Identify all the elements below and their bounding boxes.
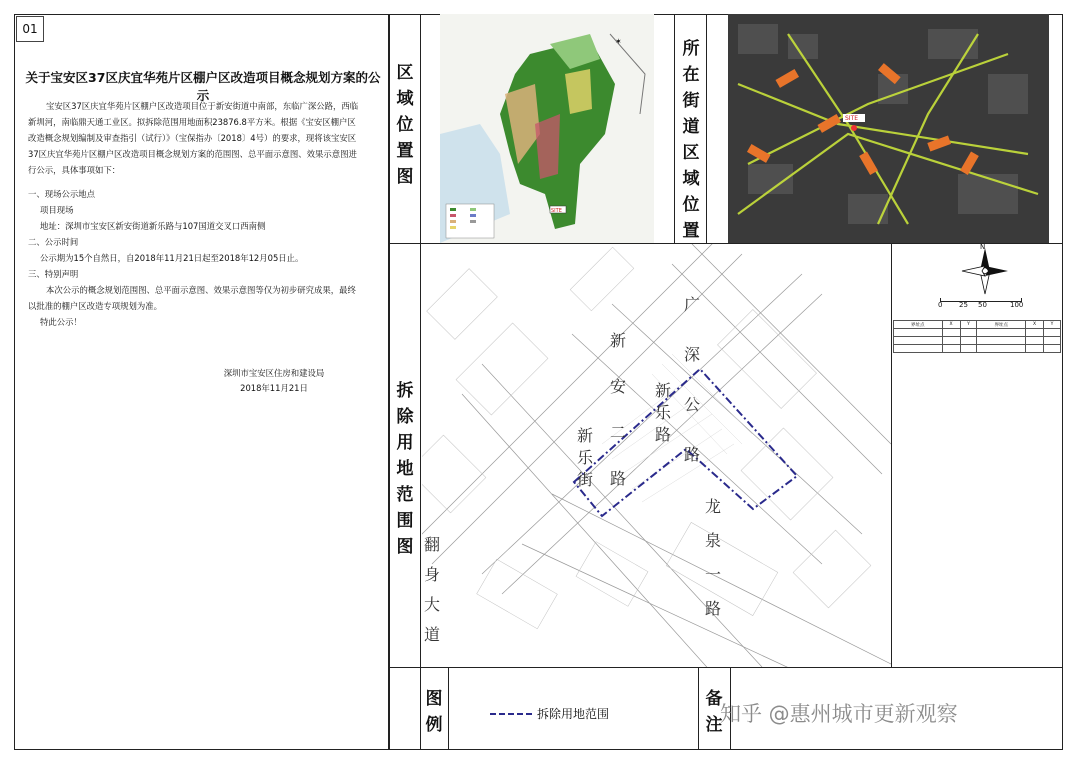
street-map-graphic <box>728 14 1049 243</box>
table-header: 界址点 <box>894 321 943 329</box>
divider-street-label2 <box>706 14 707 243</box>
table-header: Y <box>960 321 977 329</box>
scale-tick-25: 25 <box>959 301 968 309</box>
table-header: X <box>1026 321 1044 329</box>
road-xinan-second: 新 安 二 路 <box>610 331 627 488</box>
region-map-graphic <box>440 14 654 243</box>
section2-text: 公示期为15个自然日，自2018年11月21日起至2018年12月05日止。 <box>40 253 304 263</box>
divider-right-panel <box>891 243 892 667</box>
divider-street-label <box>674 14 675 243</box>
legend-boundary-label: 拆除用地范围 <box>537 707 610 721</box>
coordinates-table <box>893 320 1061 353</box>
section3-heading: 三、特别声明 <box>28 269 79 279</box>
divider-remarks <box>698 667 699 750</box>
svg-text:✶: ✶ <box>615 37 622 46</box>
divider-lower <box>388 667 1063 668</box>
region-site-marker: SITE <box>551 208 562 214</box>
table-header: X <box>942 321 960 329</box>
road-fanshen: 翻 身 大 道 <box>424 535 441 644</box>
divider-label <box>420 14 421 750</box>
label-street-map: 所 在 街 道 区 域 位 置 <box>682 39 700 241</box>
table-row <box>894 329 1061 337</box>
road-longquan-first: 龙 泉 一 路 <box>705 497 722 618</box>
intro-paragraph: 宝安区37区庆宜华苑片区棚户区改造项目位于新安街道中南部，东临广深公路，西临新圳河，南临鼎天通工业区。拟拆除范围用地面积23876.8平方米。根据《宝安区棚户区改造概念规划编制及审查指引（试行）》（宝保指办〔2018〕4号）的要求，现将该宝安区37区庆宜华苑片区棚户区改造项目概念规划方案的范围图、总平面示意图、效果示意图进行公示，具体事项如下： <box>28 101 359 175</box>
legend-boundary-swatch <box>490 713 532 715</box>
section3-text: 本次公示的概念规划范围图、总平面示意图、效果示意图等仅为初步研究成果，最终以批准的棚户区改造专项规划为准。 <box>28 285 356 311</box>
section1-heading: 一、现场公示地点 <box>28 189 95 199</box>
label-remarks: 备 注 <box>705 689 723 735</box>
table-header: 界址点 <box>977 321 1026 329</box>
table-header: Y <box>1044 321 1061 329</box>
divider-doc <box>388 14 390 750</box>
section2-heading: 二、公示时间 <box>28 237 79 247</box>
label-demolition-map: 拆 除 用 地 范 围 图 <box>396 381 414 557</box>
road-guangshen: 广 深 公 路 <box>684 295 701 464</box>
demolition-range-map <box>422 244 891 667</box>
section1-item: 项目现场 <box>40 205 74 215</box>
document-number: 01 <box>16 16 44 42</box>
street-site-marker: SITE <box>845 115 859 122</box>
table-row <box>894 337 1061 345</box>
north-label: N <box>980 243 986 251</box>
watermark: 知乎 @惠州城市更新观察 <box>720 702 958 726</box>
closing-text: 特此公示！ <box>40 317 82 327</box>
demolition-map-graphic <box>422 244 891 667</box>
scale-tick-50: 50 <box>978 301 987 309</box>
table-row <box>894 345 1061 353</box>
road-xinle-street: 新 乐 街 <box>577 426 594 489</box>
region-location-map <box>440 14 654 243</box>
scale-tick-0: 0 <box>938 301 943 309</box>
north-arrow-icon <box>960 246 1010 296</box>
document-title: 关于宝安区37区庆宜华苑片区棚户区改造项目概念规划方案的公示 <box>25 70 381 103</box>
label-region-map: 区 域 位 置 图 <box>396 63 414 187</box>
road-xinle: 新 乐 路 <box>655 381 672 444</box>
issuer: 深圳市宝安区住房和建设局 <box>223 368 325 378</box>
street-location-map <box>728 14 1049 243</box>
divider-legend <box>448 667 449 750</box>
label-legend: 图 例 <box>425 689 443 735</box>
section1-address: 地址：深圳市宝安区新安街道新乐路与107国道交叉口西南侧 <box>40 221 266 231</box>
scale-tick-100: 100 <box>1010 301 1024 309</box>
document-body <box>28 98 364 330</box>
issue-date: 2018年11月21日 <box>240 383 308 393</box>
signoff <box>200 366 348 396</box>
